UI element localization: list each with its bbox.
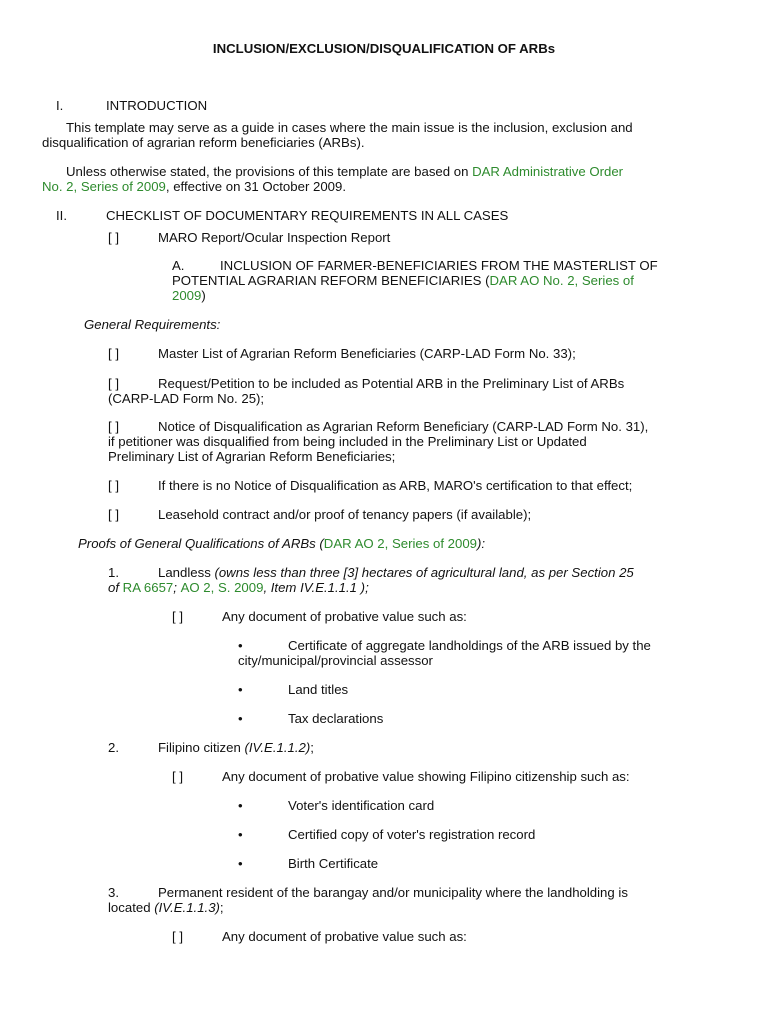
dar-ao-link[interactable]: DAR Administrative Order <box>472 164 624 179</box>
qualification-3-number: 3. <box>108 885 119 900</box>
basis-effective-text: , effective on 31 October 2009. <box>165 179 346 194</box>
checkbox[interactable]: [ ] <box>172 929 183 944</box>
qualification-3-line-1: Permanent resident of the barangay and/or municipality where the landholding is <box>158 885 628 900</box>
bullet-voter-id: Voter's identification card <box>288 798 435 813</box>
closing-paren: ) <box>201 288 206 303</box>
bullet-certificate-line-1: Certificate of aggregate landholdings of the ARB issued by the <box>288 638 651 653</box>
bullet: • <box>238 638 243 653</box>
requirement-notice-line-1: Notice of Disqualification as Agrarian Reform Beneficiary (CARP-LAD Form No. 31), <box>158 419 649 434</box>
probative-document-text: Any document of probative value such as: <box>222 929 467 944</box>
item-reference: , Item IV.E.1.1.1 ); <box>263 580 369 595</box>
checkbox[interactable]: [ ] <box>108 478 119 493</box>
qualification-2-line <box>158 740 314 755</box>
subsection-a-line-1: INCLUSION OF FARMER-BENEFICIARIES FROM THE MASTERLIST OF <box>220 258 658 273</box>
qualification-note: (owns less than three [3] hectares of agricultural land, as per Section 25 <box>214 565 634 580</box>
section-1-number: I. <box>56 98 64 113</box>
bullet: • <box>238 798 243 813</box>
bullet-tax-declarations: Tax declarations <box>288 711 384 726</box>
proofs-text: Proofs of General Qualifications of ARBs ( <box>78 536 324 551</box>
bullet-land-titles: Land titles <box>288 682 349 697</box>
section-2-number: II. <box>56 208 67 223</box>
bullet: • <box>238 856 243 871</box>
checkbox[interactable]: [ ] <box>108 346 119 361</box>
citizenship-document-text: Any document of probative value showing Filipino citizenship such as: <box>222 769 630 784</box>
bullet-voter-registration: Certified copy of voter's registration record <box>288 827 536 842</box>
checkbox[interactable]: [ ] <box>108 507 119 522</box>
checkbox[interactable]: [ ] <box>172 769 183 784</box>
qualification-label: Filipino citizen <box>158 740 245 755</box>
dar-ao-link[interactable]: DAR AO No. 2, Series of <box>489 273 634 288</box>
section-2-heading: CHECKLIST OF DOCUMENTARY REQUIREMENTS IN ALL CASES <box>106 208 509 223</box>
probative-document-text: Any document of probative value such as: <box>222 609 467 624</box>
document-title: INCLUSION/EXCLUSION/DISQUALIFICATION OF ARBs <box>212 41 556 56</box>
qualification-1-number: 1. <box>108 565 119 580</box>
qualification-label: Landless <box>158 565 215 580</box>
subsection-a-line-2 <box>172 273 634 288</box>
basis-text: Unless otherwise stated, the provisions of this template are based on <box>66 164 473 179</box>
dar-ao-link[interactable]: DAR AO 2, Series of 2009 <box>323 536 477 551</box>
intro-paragraph-line-2: disqualification of agrarian reform beneficiaries (ARBs). <box>42 135 365 150</box>
requirement-petition-line-1: Request/Petition to be included as Potential ARB in the Preliminary List of ARBs <box>158 376 625 391</box>
requirement-notice-line-3: Preliminary List of Agrarian Reform Beneficiaries; <box>108 449 396 464</box>
checkbox[interactable]: [ ] <box>108 376 119 391</box>
bullet-certificate-line-2: city/municipal/provincial assessor <box>238 653 433 668</box>
requirement-notice-line-2: if petitioner was disqualified from being included in the Preliminary List or Updated <box>108 434 587 449</box>
of-text: of <box>108 580 123 595</box>
requirement-leasehold: Leasehold contract and/or proof of tenancy papers (if available); <box>158 507 532 522</box>
separator: ; <box>173 580 181 595</box>
requirement-maro-certification: If there is no Notice of Disqualification as ARB, MARO's certification to that effect; <box>158 478 633 493</box>
requirement-master-list: Master List of Agrarian Reform Beneficiaries (CARP-LAD Form No. 33); <box>158 346 576 361</box>
qualification-1-line-1 <box>158 565 634 580</box>
ra-6657-link[interactable]: RA 6657 <box>122 580 174 595</box>
dar-ao-link-cont[interactable]: No. 2, Series of 2009 <box>42 179 166 194</box>
qualification-ref: (IV.E.1.1.3) <box>154 900 220 915</box>
requirement-petition-line-2: (CARP-LAD Form No. 25); <box>108 391 265 406</box>
checkbox[interactable]: [ ] <box>108 419 119 434</box>
subsection-a-text: POTENTIAL AGRARIAN REFORM BENEFICIARIES ( <box>172 273 490 288</box>
located-text: located <box>108 900 155 915</box>
checkbox[interactable]: [ ] <box>108 230 119 245</box>
qualification-1-line-2 <box>108 580 369 595</box>
general-requirements-heading: General Requirements: <box>84 317 221 332</box>
dar-ao-link-cont[interactable]: 2009 <box>172 288 202 303</box>
section-1-heading: INTRODUCTION <box>106 98 208 113</box>
bullet: • <box>238 827 243 842</box>
intro-paragraph-line-1: This template may serve as a guide in cases where the main issue is the inclusion, exclusion and <box>66 120 633 135</box>
qualification-2-number: 2. <box>108 740 119 755</box>
semicolon: ; <box>310 740 314 755</box>
subsection-a-line-3 <box>172 288 206 303</box>
basis-paragraph-line-1 <box>66 164 623 179</box>
proofs-heading <box>78 536 485 551</box>
semicolon: ; <box>219 900 224 915</box>
checkbox[interactable]: [ ] <box>172 609 183 624</box>
bullet: • <box>238 682 243 697</box>
bullet-birth-certificate: Birth Certificate <box>288 856 379 871</box>
maro-report-item: MARO Report/Ocular Inspection Report <box>158 230 391 245</box>
qualification-3-line-2 <box>108 900 224 915</box>
qualification-ref: (IV.E.1.1.2) <box>244 740 311 755</box>
subsection-a-number: A. <box>172 258 185 273</box>
basis-paragraph-line-2 <box>42 179 346 194</box>
ao-2-link[interactable]: AO 2, S. 2009 <box>180 580 264 595</box>
proofs-colon: ): <box>477 536 486 551</box>
bullet: • <box>238 711 243 726</box>
